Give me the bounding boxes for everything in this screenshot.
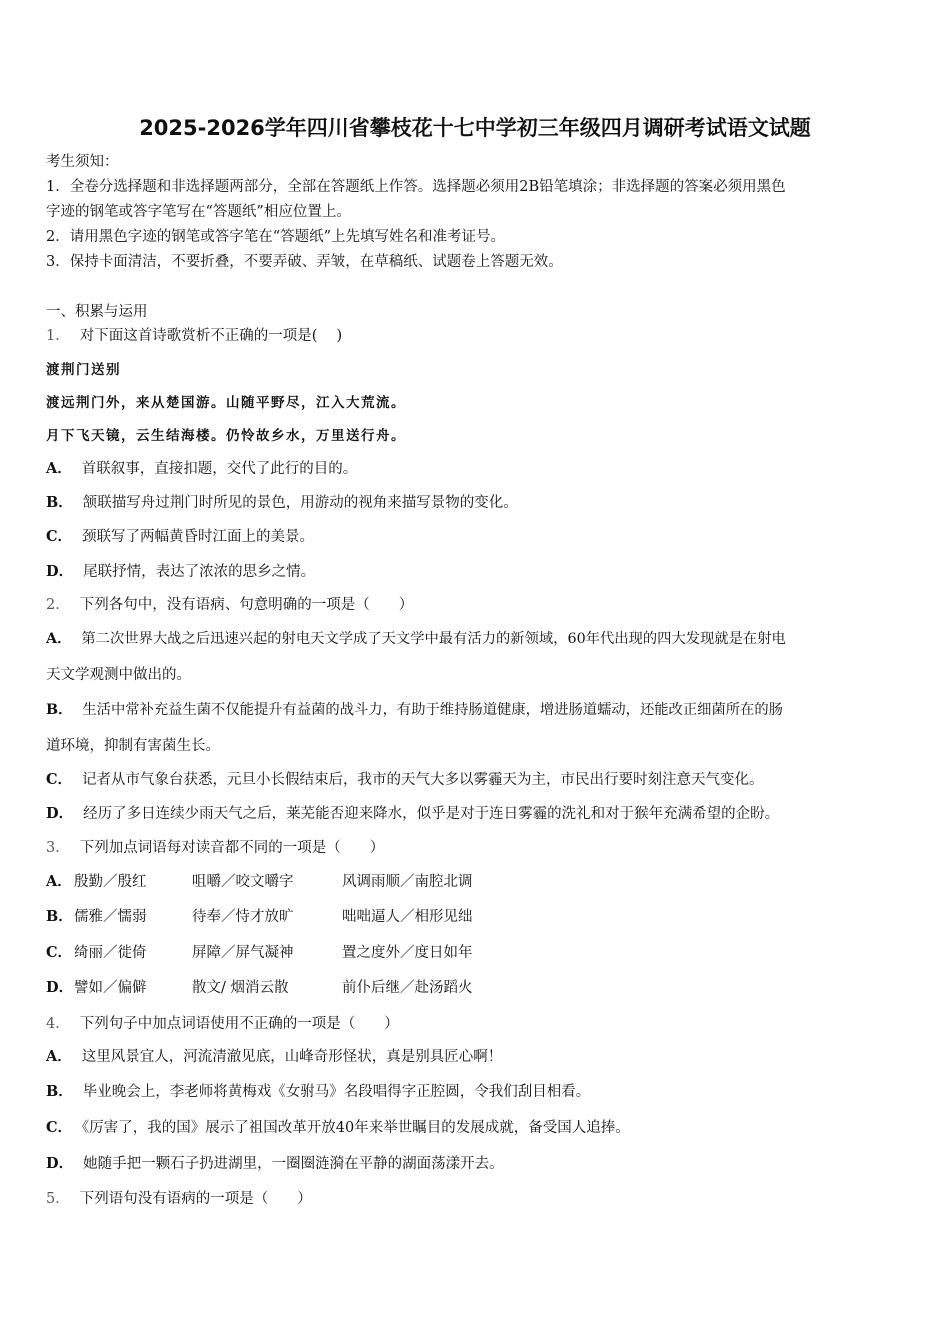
question-number: 3．	[46, 840, 70, 856]
option-text: 生活中常补充益生菌不仅能提升有益菌的战斗力，有助于维持肠道健康，增进肠道蠕动，还能改正细菌所在的肠	[82, 702, 783, 718]
word-pair: 殷勤／殷红	[74, 874, 147, 890]
option-item	[46, 527, 314, 547]
option-text: 这里风景宜人，河流清澈见底，山峰奇形怪状，真是别具匠心啊！	[81, 1049, 503, 1065]
option-text: 她随手把一颗石子扔进湖里，一圈圈涟漪在平静的湖面荡漾开去。	[83, 1156, 504, 1172]
word-pair: 待奉／恃才放旷	[192, 909, 294, 925]
word-pair: 散文/ 烟消云散	[192, 980, 289, 996]
option-letter: C．	[46, 528, 73, 545]
option-letter: D．	[46, 805, 74, 822]
question-number: 1．	[46, 328, 70, 344]
option-letter: D．	[46, 979, 74, 996]
word-pair: 前仆后继／赴汤蹈火	[342, 980, 473, 996]
question-number: 5．	[46, 1191, 70, 1207]
option-item	[46, 804, 779, 824]
poem-title: 渡荆门送别	[46, 362, 121, 378]
poem-line: 渡远荆门外，来从楚国游。山随平野尽，江入大荒流。	[46, 395, 406, 411]
question-4	[46, 1014, 399, 1034]
option-letter: B．	[46, 702, 73, 718]
word-pair: 绮丽／徙倚	[74, 945, 147, 961]
word-pair: 咄咄逼人／相形见绌	[342, 909, 473, 925]
question-5	[46, 1189, 312, 1209]
option-text: 颈联写了两幅黄昏时江面上的美景。	[82, 529, 315, 545]
option-item	[46, 700, 783, 720]
question-stem: 下列语句没有语病的一项是（ ）	[79, 1191, 312, 1207]
word-pair: 屏障／屏气凝神	[192, 945, 294, 961]
word-pair: 置之度外／度日如年	[342, 945, 473, 961]
option-text: 颔联描写舟过荆门时所见的景色，用游动的视角来描写景物的变化。	[82, 495, 518, 511]
notice-item: 2．请用黑色字迹的钢笔或答字笔在“答题纸”上先填写姓名和准考证号。	[46, 229, 506, 245]
question-stem: 下列句子中加点词语使用不正确的一项是（ ）	[79, 1016, 399, 1032]
option-letter: A．	[46, 631, 72, 647]
question-number: 4．	[46, 1016, 70, 1032]
option-letter: B．	[46, 1083, 73, 1100]
option-item	[46, 493, 518, 513]
notice-item: 3．保持卡面清洁，不要折叠，不要弄破、弄皱，在草稿纸、试题卷上答题无效。	[46, 254, 563, 270]
option-continuation: 天文学观测中做出的。	[46, 667, 191, 683]
poem-line: 月下飞天镜，云生结海楼。仍怜故乡水，万里送行舟。	[46, 428, 406, 444]
question-3	[46, 838, 384, 858]
word-pair: 儒雅／懦弱	[74, 909, 147, 925]
option-item	[46, 1047, 502, 1067]
option-item	[46, 562, 315, 582]
option-letter: B．	[46, 908, 73, 925]
option-continuation: 道环境，抑制有害菌生长。	[46, 738, 220, 754]
option-letter: C．	[46, 944, 73, 961]
option-item	[46, 1118, 630, 1138]
option-letter: D．	[46, 563, 74, 580]
option-text: 毕业晚会上，李老师将黄梅戏《女驸马》名段唱得字正腔圆，令我们刮目相看。	[82, 1084, 591, 1100]
option-letter: A．	[46, 460, 72, 477]
question-stem: 下列加点词语每对读音都不同的一项是（ ）	[79, 840, 385, 856]
question-stem: 对下面这首诗歌赏析不正确的一项是( )	[79, 328, 343, 344]
option-item	[46, 1154, 504, 1174]
word-pair: 风调雨顺／南腔北调	[342, 874, 473, 890]
option-text: 经历了多日连续少雨天气之后，莱芜能否迎来降水，似乎是对于连日雾霾的洗礼和对于猴年充满希望的企盼。	[83, 806, 780, 822]
option-text: 首联叙事，直接扣题，交代了此行的目的。	[81, 461, 358, 477]
word-pair: 咀嚼／咬文嚼字	[192, 874, 294, 890]
option-letter: A．	[46, 1048, 72, 1065]
option-letter: A．	[46, 873, 72, 890]
option-item	[46, 1082, 590, 1102]
page-title: 2025-2026学年四川省攀枝花十七中学初三年级四月调研考试语文试题	[139, 116, 811, 140]
option-text: 尾联抒情，表达了浓浓的思乡之情。	[83, 564, 316, 580]
option-item	[46, 770, 764, 790]
option-item	[46, 629, 786, 649]
option-text: 记者从市气象台获悉，元旦小长假结束后，我市的天气大多以雾霾天为主，市民出行要时刻注意天气变化。	[82, 772, 764, 788]
notice-item: 字迹的钢笔或答字笔写在“答题纸”相应位置上。	[46, 204, 351, 220]
option-text: 第二次世界大战之后迅速兴起的射电天文学成了天文学中最有活力的新领域，60年代出现的四大发现就是在射电	[81, 631, 786, 647]
option-letter: C．	[46, 771, 73, 788]
word-pair: 譬如／偏僻	[74, 980, 147, 996]
question-stem: 下列各句中，没有语病、句意明确的一项是（ ）	[79, 597, 414, 613]
notice-item: 1．全卷分选择题和非选择题两部分，全部在答题纸上作答。选择题必须用2B铅笔填涂；非选择题的答案必须用黑色	[46, 179, 786, 195]
question-2	[46, 595, 413, 615]
option-letter: D．	[46, 1155, 74, 1172]
option-item	[46, 459, 357, 479]
question-number: 2．	[46, 597, 70, 613]
question-1	[46, 326, 342, 346]
option-letter: B．	[46, 494, 73, 511]
option-letter: C．	[46, 1119, 73, 1136]
notice-heading: 考生须知：	[46, 154, 119, 170]
option-text: 《厉害了，我的国》展示了祖国改革开放40年来举世瞩目的发展成就，备受国人追捧。	[82, 1120, 630, 1136]
section-heading: 一、积累与运用	[46, 304, 148, 320]
